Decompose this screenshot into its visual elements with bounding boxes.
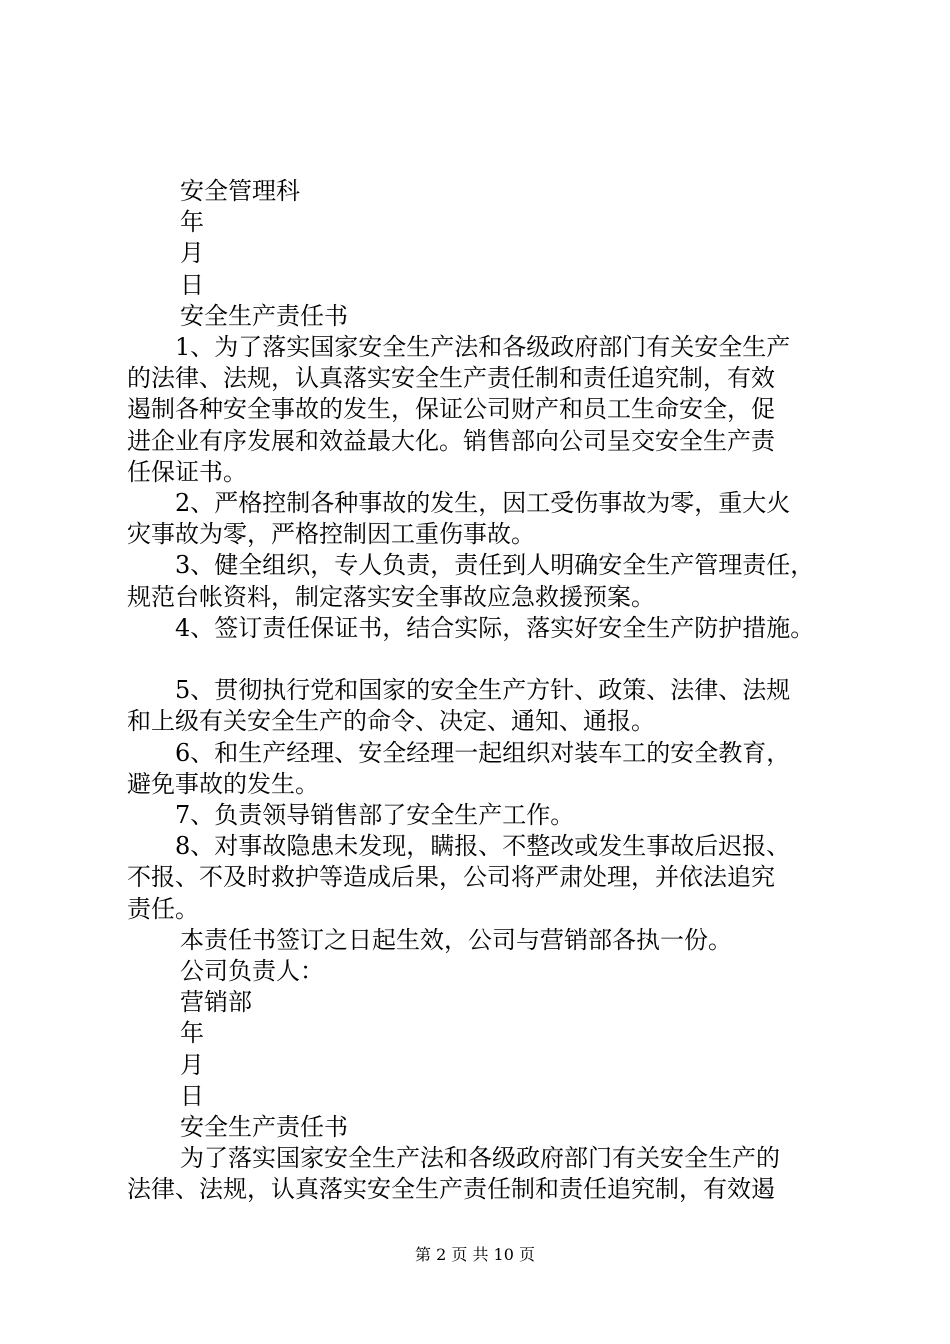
text-line: 2、严格控制各种事故的发生，因工受伤事故为零，重大火 [175, 489, 791, 518]
text-line: 为了落实国家安全生产法和各级政府部门有关安全生产的 [180, 1144, 780, 1173]
text-line: 避免事故的发生。 [127, 769, 319, 798]
text-line: 任保证书。 [127, 457, 247, 486]
text-line: 的法律、法规，认真落实安全生产责任制和责任追究制，有效 [127, 364, 775, 393]
text-line: 法律、法规，认真落实安全生产责任制和责任追究制，有效遏 [127, 1175, 775, 1204]
text-line: 6、和生产经理、安全经理一起组织对装车工的安全教育， [175, 738, 791, 767]
text-line: 规范台帐资料，制定落实安全事故应急救援预案。 [127, 582, 655, 611]
text-line: 安全生产责任书 [180, 301, 348, 330]
text-line: 安全管理科 [180, 177, 300, 205]
page-footer: 第 2 页 共 10 页 [415, 1245, 535, 1264]
document-body [127, 176, 847, 1206]
blank-line [127, 644, 847, 675]
text-line: 不报、不及时救护等造成后果，公司将严肃处理，并依法追究 [127, 863, 775, 892]
text-line: 年 [180, 208, 204, 237]
text-line: 5、贯彻执行党和国家的安全生产方针、政策、法律、法规 [175, 676, 791, 705]
text-line: 3、健全组织，专人负责，责任到人明确安全生产管理责任， [175, 551, 815, 580]
text-line: 灾事故为零，严格控制因工重伤事故。 [127, 520, 535, 549]
text-line: 日 [180, 270, 204, 299]
text-line: 安全生产责任书 [180, 1113, 348, 1142]
text-line: 1、为了落实国家安全生产法和各级政府部门有关安全生产 [175, 333, 791, 362]
text-line: 4、签订责任保证书，结合实际，落实好安全生产防护措施。 [175, 613, 815, 642]
text-line: 进企业有序发展和效益最大化。销售部向公司呈交安全生产责 [127, 426, 775, 455]
text-line: 遏制各种安全事故的发生，保证公司财产和员工生命安全，促 [127, 395, 775, 424]
text-line: 公司负责人： [180, 957, 324, 986]
text-line: 责任。 [127, 894, 199, 923]
text-line: 营销部 [180, 988, 252, 1017]
text-line: 8、对事故隐患未发现，瞒报、不整改或发生事故后迟报、 [175, 832, 791, 861]
text-line: 日 [180, 1081, 204, 1110]
text-line: 和上级有关安全生产的命令、决定、通知、通报。 [127, 707, 655, 736]
text-line: 本责任书签订之日起生效，公司与营销部各执一份。 [180, 925, 732, 954]
text-line: 年 [180, 1019, 204, 1048]
text-line: 月 [180, 239, 204, 268]
text-line: 月 [180, 1050, 204, 1079]
text-line: 7、负责领导销售部了安全生产工作。 [175, 801, 575, 830]
